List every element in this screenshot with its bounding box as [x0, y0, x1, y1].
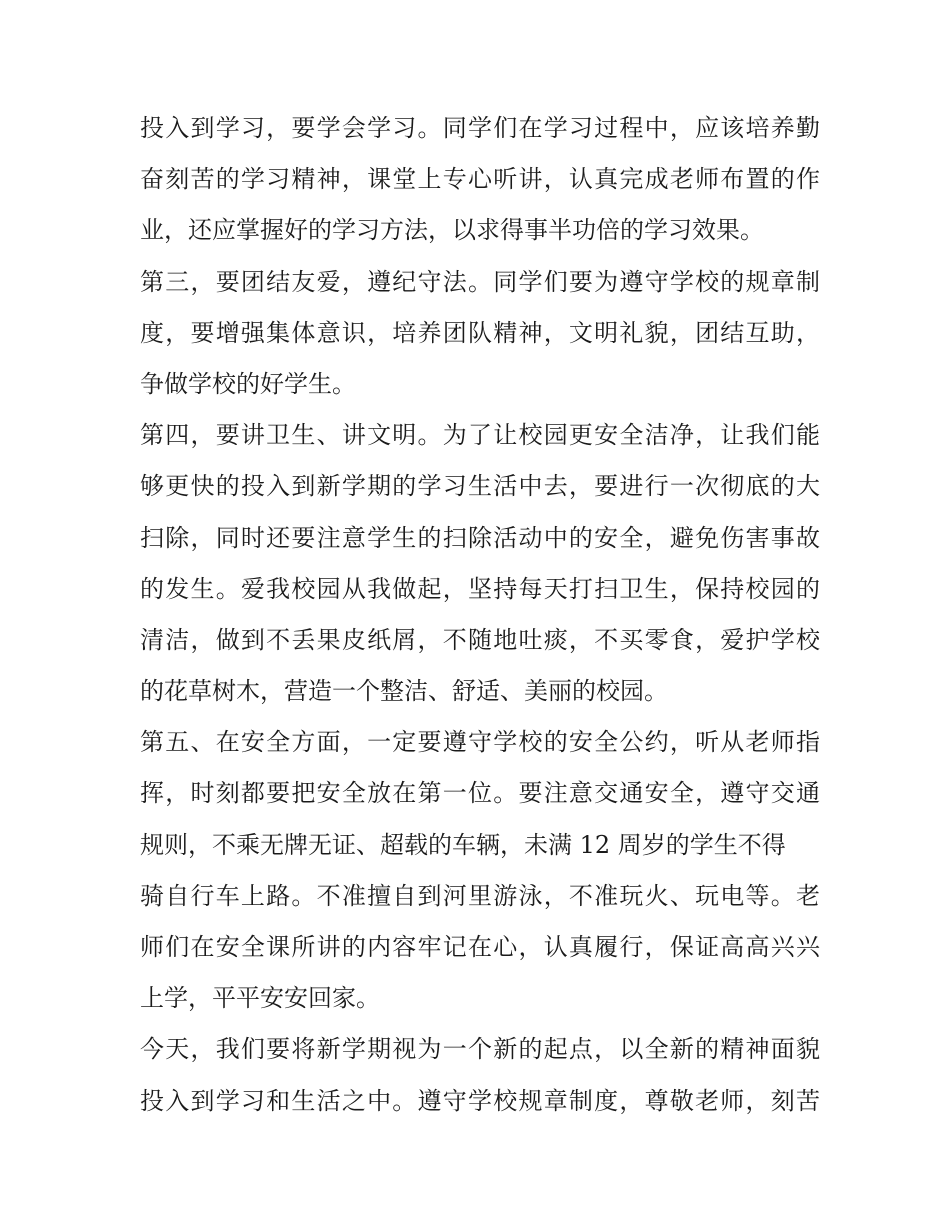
text-line: 扫除，同时还要注意学生的扫除活动中的安全，避免伤害事故 [140, 523, 820, 552]
text-line: 够更快的投入到新学期的学习生活中去，要进行一次彻底的大 [140, 472, 820, 501]
text-line: 投入到学习，要学会学习。同学们在学习过程中，应该培养勤 [140, 114, 820, 142]
text-line: 第三，要团结友爱，遵纪守法。同学们要为遵守学校的规章制 [140, 267, 820, 296]
text-line: 第四，要讲卫生、讲文明。为了让校园更安全洁净，让我们能 [140, 421, 820, 450]
document-body [140, 103, 820, 1127]
text-line: 投入到学习和生活之中。遵守学校规章制度，尊敬老师，刻苦 [140, 1086, 820, 1115]
text-line: 骑自行车上路。不准擅自到河里游泳，不准玩火、玩电等。老 [140, 881, 820, 910]
text-line: 清洁，做到不丢果皮纸屑，不随地吐痰，不买零食，爱护学校 [140, 625, 820, 654]
text-line: 奋刻苦的学习精神，课堂上专心听讲，认真完成老师布置的作 [140, 165, 820, 194]
text-line: 师们在安全课所讲的内容牢记在心，认真履行，保证高高兴兴 [140, 933, 820, 961]
text-line: 的花草树木，营造一个整洁、舒适、美丽的校园。 [140, 677, 668, 706]
text-line: 争做学校的好学生。 [140, 369, 356, 398]
text-line: 第五、在安全方面，一定要遵守学校的安全公约，听从老师指 [140, 728, 820, 757]
text-line: 的发生。爱我校园从我做起，坚持每天打扫卫生，保持校园的 [140, 574, 820, 603]
text-line: 度，要增强集体意识，培养团队精神，文明礼貌，团结互助， [140, 318, 820, 347]
text-line: 上学，平平安安回家。 [140, 984, 380, 1013]
text-line: 今天，我们要将新学期视为一个新的起点，以全新的精神面貌 [140, 1035, 820, 1064]
text-line: 挥，时刻都要把安全放在第一位。要注意交通安全，遵守交通 [140, 779, 820, 808]
text-line: 业，还应掌握好的学习方法，以求得事半功倍的学习效果。 [140, 216, 764, 245]
text-line: 规则，不乘无牌无证、超载的车辆，未满 12 周岁的学生不得 [140, 830, 786, 859]
